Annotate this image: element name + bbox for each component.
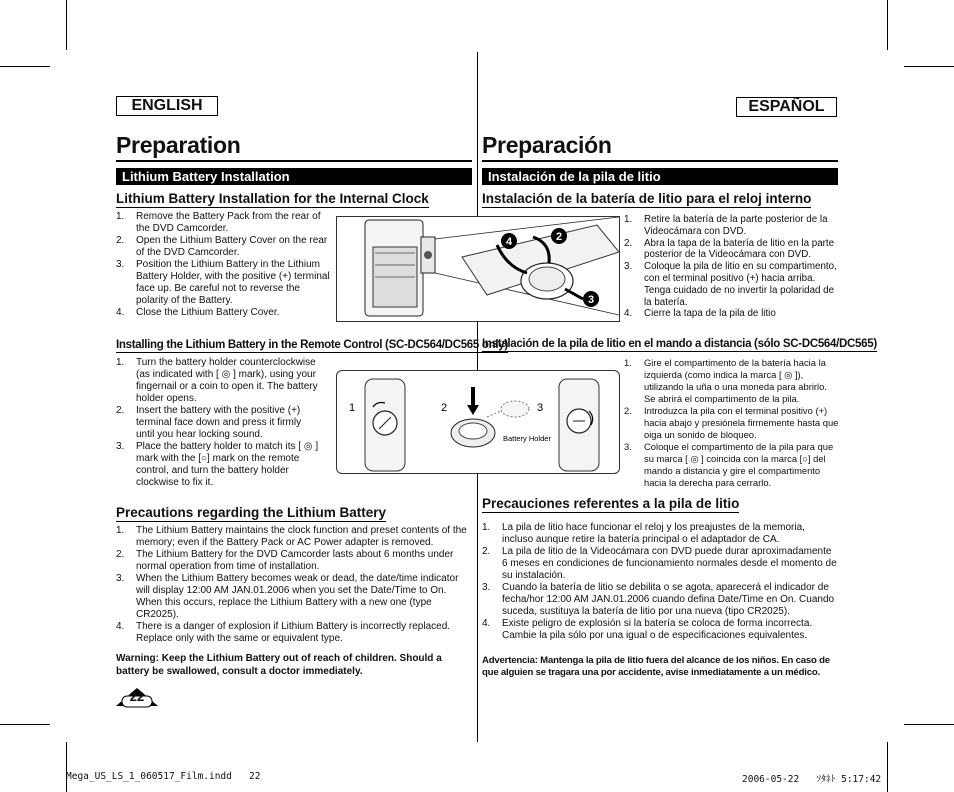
camcorder-illustration <box>337 217 619 321</box>
list-item: 3. When the Lithium Battery becomes weak or dead, the date/time indicator will display 12:00 AM JAN.01.2006 when you set the Date/Time to On. When this occurs, replace the Lithium Battery with a new one (type CR2025). <box>116 573 459 620</box>
footer-date: 2006-05-22 ｿﾀﾈﾄ 5:17:42 <box>742 774 882 785</box>
remote-step-label-1: 1 <box>349 402 356 414</box>
list-item: 3. Place the battery holder to match its [ ◎ ] mark with the [○] mark on the remote control, and turn the battery holder clockwise to fix it. <box>116 441 319 488</box>
remote-battery-figure <box>336 370 620 474</box>
precautions-heading-es: Precauciones referentes a la pila de litio <box>482 496 740 511</box>
crop-mark <box>904 724 954 725</box>
remote-steps-en <box>116 357 320 489</box>
list-item: 1. La pila de litio hace funcionar el reloj y los preajustes de la memoria, incluso aunque retire la batería principal o el adaptador de CA. <box>482 522 805 545</box>
list-item: 2. Open the Lithium Battery Cover on the rear of the DVD Camcorder. <box>116 235 328 258</box>
list-item: 4. Close the Lithium Battery Cover. <box>116 307 280 318</box>
clock-steps-en <box>116 211 332 319</box>
callout-4: 4 <box>505 236 513 248</box>
section-bar-es: Instalación de la pila de litio <box>482 168 838 185</box>
title-rule <box>116 160 472 162</box>
remote-step-label-2: 2 <box>441 402 448 414</box>
lang-label-spanish: ESPAÑOL <box>736 97 837 117</box>
callout-2: 2 <box>555 231 563 243</box>
title-rule <box>482 160 838 162</box>
list-item: 1. Turn the battery holder counterclockwise (as indicated with [ ◎ ] mark), using your fingernail or a coin to open it. The battery holder opens. <box>116 357 318 404</box>
footer-file: Mega_US_LS_1_060517_Film.indd 22 <box>66 771 261 782</box>
remote-heading-es: Instalación de la pila de litio en el mando a distancia (sólo SC-DC564/DC565) <box>482 338 877 350</box>
crop-mark <box>904 66 954 67</box>
clock-heading-es: Instalación de la batería de litio para el reloj interno <box>482 191 812 206</box>
list-item: 1. The Lithium Battery maintains the clock function and preset contents of the memory; even if the Battery Pack or AC Power adapter is removed. <box>116 525 467 548</box>
precautions-es <box>482 522 838 642</box>
remote-step-label-3: 3 <box>537 402 544 414</box>
list-item: 4. Existe peligro de explosión si la batería se coloca de forma incorrecta. Cambie la pila sólo por una igual o de especificaciones equivalentes. <box>482 618 813 641</box>
section-bar-en: Lithium Battery Installation <box>116 168 472 185</box>
warning-es: Advertencia: Mantenga la pila de litio fuera del alcance de los niños. En caso de que alguien se tragara una por accidente, avise inmediatamente a un médico. <box>482 655 830 678</box>
list-item: 2. Abra la tapa de la batería de litio en la parte posterior de la Videocámara con DVD. <box>624 237 835 261</box>
list-item: 3. Coloque la pila de litio en su compartimento, con el terminal positivo (+) hacia arriba. Tenga cuidado de no invertir la polaridad de la batería. <box>624 261 837 308</box>
list-item: 3. Coloque el compartimento de la pila para que su marca [ ◎ ] coincida con la marca [○] del mando a distancia y gire el compartimento hacia la derecha para cerrarlo. <box>624 441 834 488</box>
list-item: 1. Gire el compartimento de la batería hacia la izquierda (como indica la marca [ ◎ ]), utilizando la uña o una moneda para abrirlo. Se abrirá el compartimento de la pila. <box>624 357 827 404</box>
camcorder-battery-figure <box>336 216 620 322</box>
list-item: 3. Position the Lithium Battery in the Lithium Battery Holder, with the positive (+) terminal face up. Be careful not to reverse the polarity of the Battery. <box>116 259 330 306</box>
list-item: 1. Remove the Battery Pack from the rear of the DVD Camcorder. <box>116 211 321 234</box>
lang-label-english: ENGLISH <box>116 96 218 116</box>
remote-illustration <box>337 371 619 473</box>
crop-mark <box>66 742 67 792</box>
crop-mark <box>0 724 50 725</box>
battery-holder-label: Battery Holder <box>503 434 551 443</box>
callout-3: 3 <box>587 294 595 306</box>
precautions-heading-en: Precautions regarding the Lithium Battery <box>116 505 387 520</box>
clock-steps-es <box>624 214 840 320</box>
list-item: 2. The Lithium Battery for the DVD Camcorder lasts about 6 months under normal operation from time of installation. <box>116 549 454 572</box>
clock-heading-en: Lithium Battery Installation for the Internal Clock <box>116 191 429 206</box>
list-item: 1. Retire la batería de la parte posterior de la Videocámara con DVD. <box>624 214 828 237</box>
crop-mark <box>887 742 888 792</box>
remote-heading-en: Installing the Lithium Battery in the Remote Control (SC-DC564/DC565 only) <box>116 339 508 351</box>
list-item: 2. La pila de litio de la Videocámara con DVD puede durar aproximadamente 6 meses en condiciones de funcionamiento normales desde el momento de su instalación. <box>482 546 837 581</box>
list-item: 2. Insert the battery with the positive (+) terminal face down and press it firmly until you hear locking sound. <box>116 405 302 440</box>
page-title-en: Preparation <box>116 132 241 158</box>
crop-mark <box>887 0 888 50</box>
page-title-es: Preparación <box>482 132 612 158</box>
precautions-en <box>116 525 472 645</box>
list-item: 4. There is a danger of explosion if Lithium Battery is incorrectly replaced. Replace only with the same or equivalent type. <box>116 621 451 644</box>
list-item: 3. Cuando la batería de litio se debilita o se agota, aparecerá el indicador de fecha/hor 12:00 AM JAN.01.2006 cuando defina Date/Time en On. Cuando suceda, sustituya la batería de litio por una nueva (tipo CR2025). <box>482 582 835 617</box>
warning-en: Warning: Keep the Lithium Battery out of reach of children. Should a battery be swallowed, consult a doctor immediately. <box>116 653 442 677</box>
list-item: 2. Introduzca la pila con el terminal positivo (+) hacia abajo y presiónela firmemente hasta que oiga un sonido de bloqueo. <box>624 405 839 440</box>
list-item: 4. Cierre la tapa de la pila de litio <box>624 308 776 320</box>
page-number: 22 <box>129 689 145 704</box>
crop-mark <box>0 66 50 67</box>
remote-steps-es <box>624 357 840 489</box>
crop-mark <box>66 0 67 50</box>
